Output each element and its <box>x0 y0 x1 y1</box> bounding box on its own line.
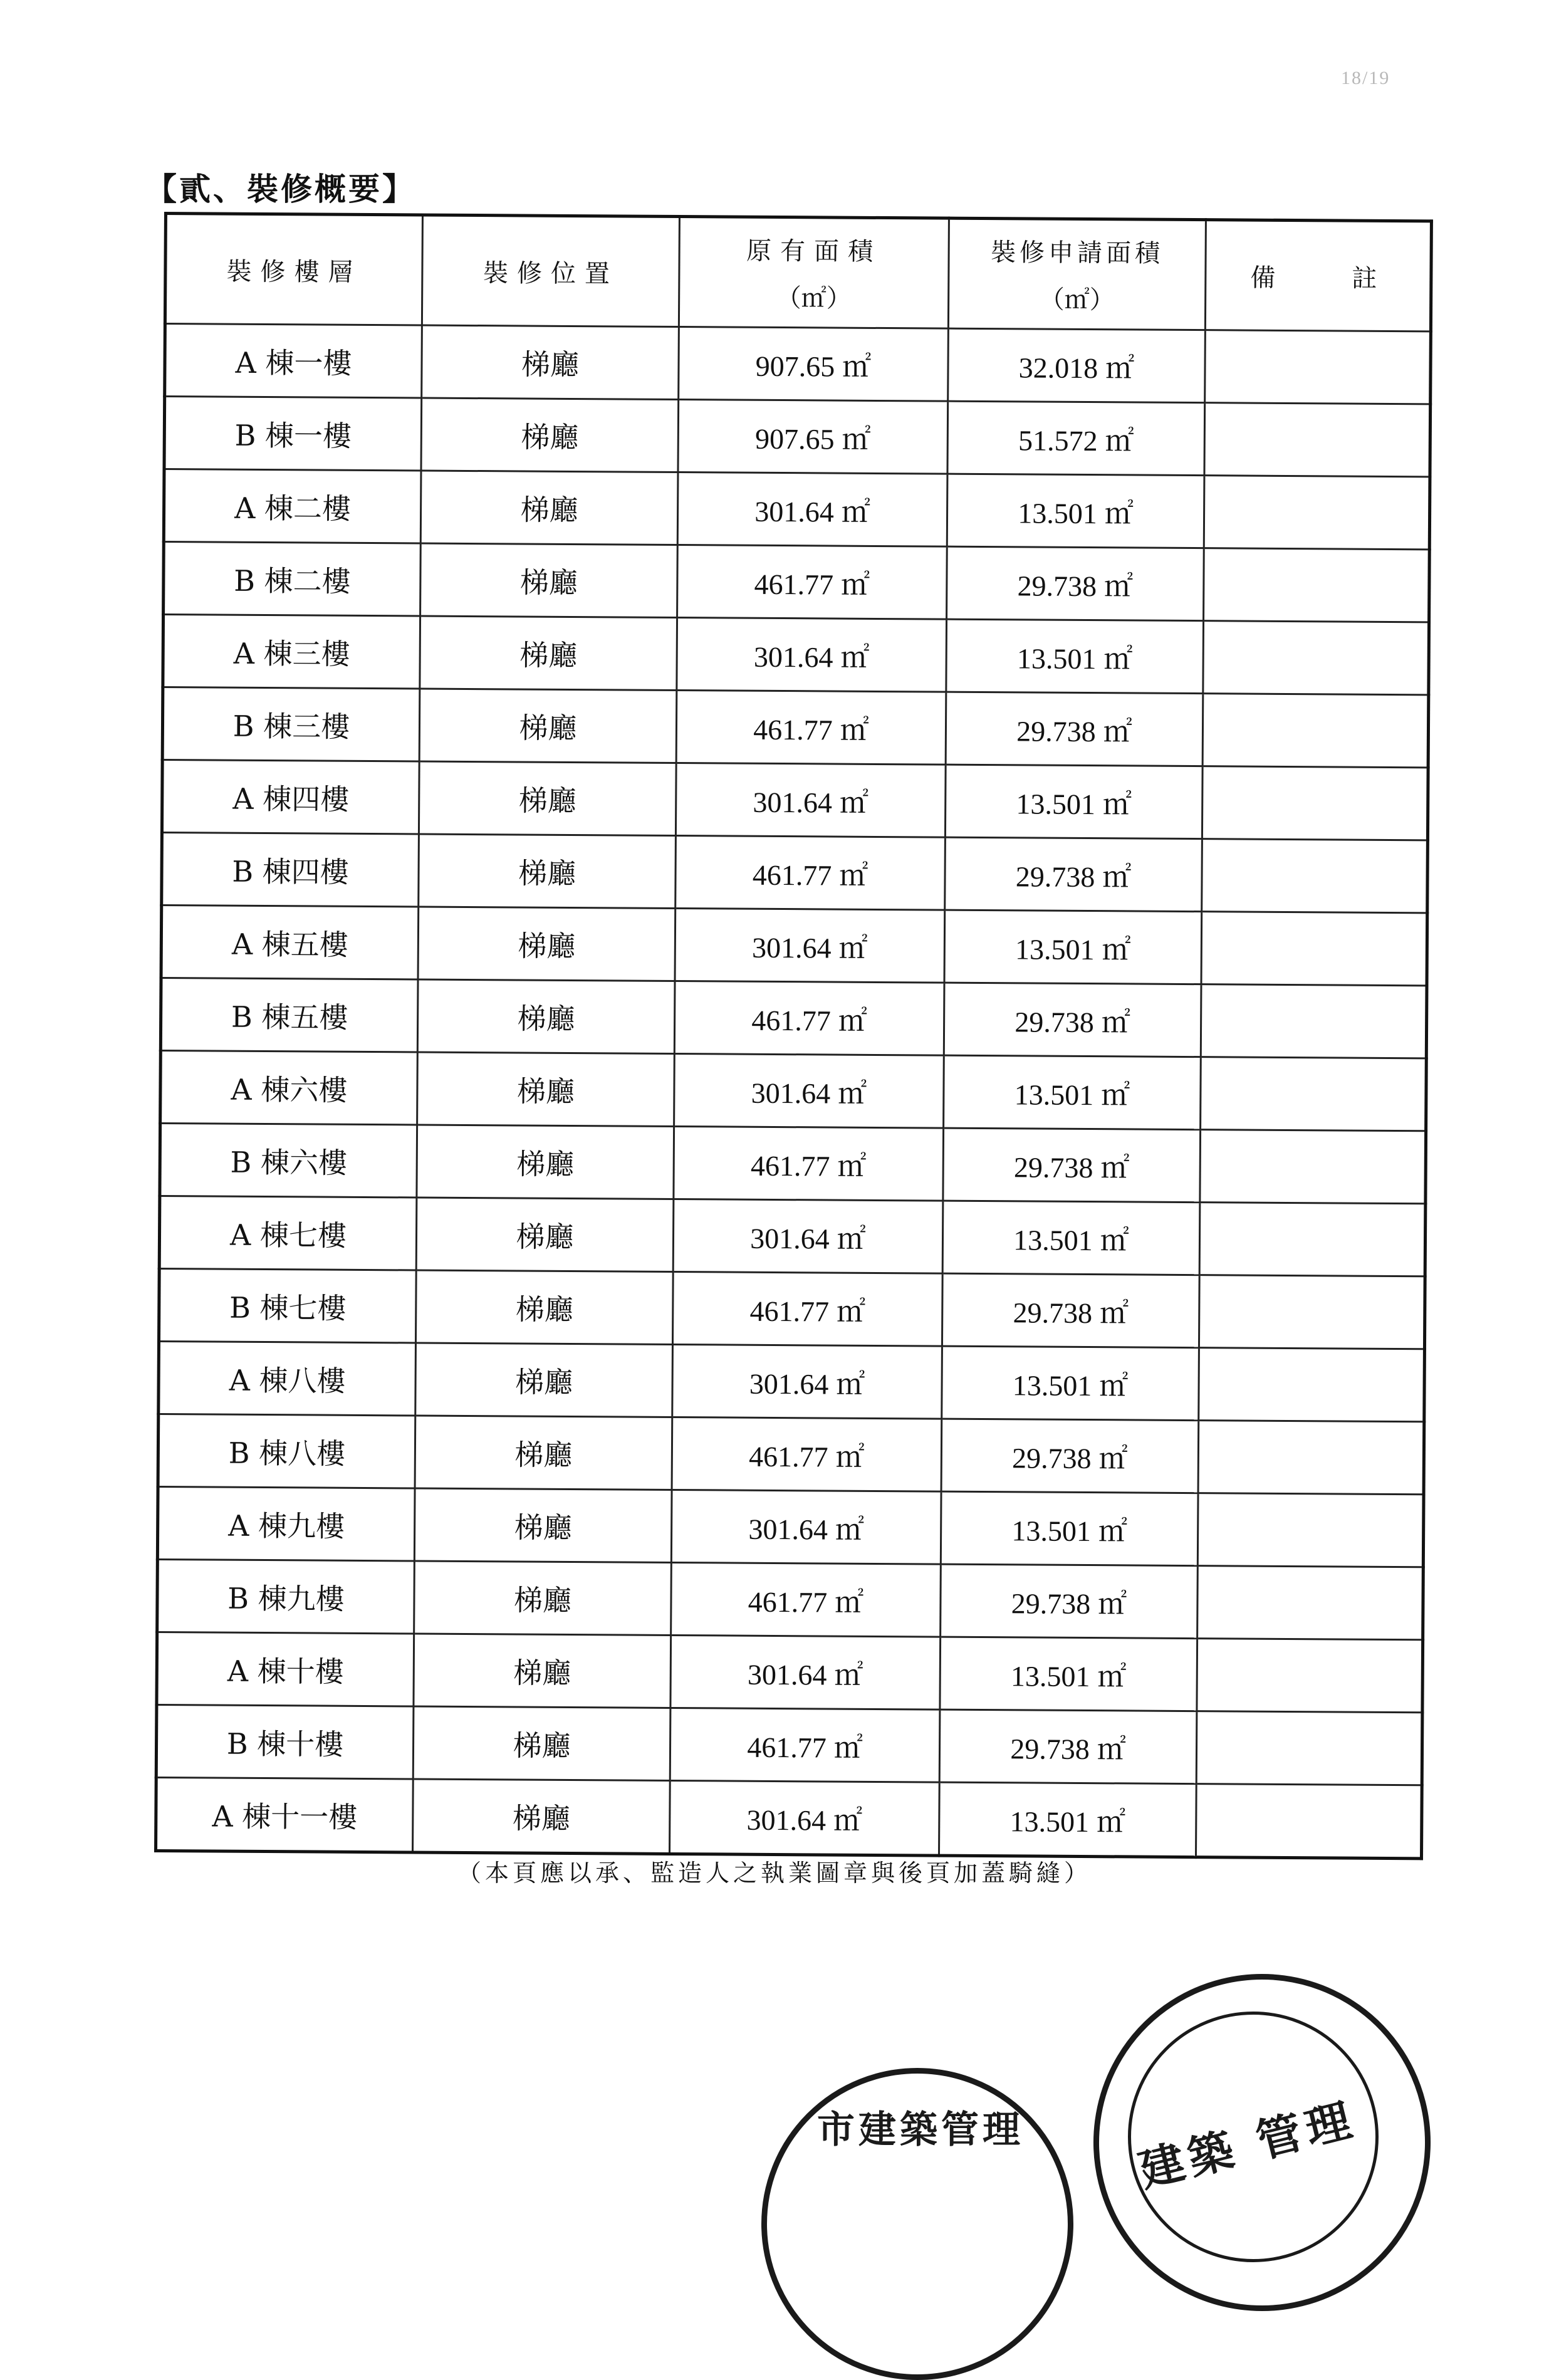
table-row <box>159 1268 1425 1349</box>
cell-remarks <box>1197 1639 1423 1713</box>
table-row <box>158 1414 1424 1494</box>
cell-floor: A 棟八樓 <box>159 1341 416 1416</box>
cell-requested-area: 29.738 ㎡ <box>947 546 1204 621</box>
cell-location: 梯廳 <box>414 1561 672 1636</box>
cell-location: 梯廳 <box>414 1488 672 1563</box>
cell-requested-area: 13.501 ㎡ <box>939 1782 1196 1857</box>
cell-original-area: 461.77 ㎡ <box>671 1562 941 1637</box>
cell-requested-area: 51.572 ㎡ <box>947 401 1205 476</box>
cell-remarks <box>1202 839 1428 913</box>
renovation-summary-table <box>154 212 1433 1860</box>
cell-requested-area: 29.738 ㎡ <box>941 1564 1198 1639</box>
cell-requested-area: 13.501 ㎡ <box>947 474 1204 548</box>
cell-floor: B 棟三樓 <box>162 687 420 762</box>
cell-remarks <box>1204 476 1430 550</box>
cell-remarks <box>1204 403 1431 477</box>
cell-remarks <box>1198 1421 1424 1495</box>
cell-requested-area: 13.501 ㎡ <box>945 765 1202 839</box>
cell-location: 梯廳 <box>417 979 675 1054</box>
cell-floor: B 棟九樓 <box>157 1559 415 1634</box>
cell-original-area: 461.77 ㎡ <box>676 691 946 765</box>
header-location: 裝修位置 <box>422 215 679 327</box>
table-header-row <box>165 214 1431 331</box>
cell-requested-area: 13.501 ㎡ <box>942 1346 1199 1421</box>
cell-requested-area: 29.738 ㎡ <box>941 1419 1199 1493</box>
cell-requested-area: 13.501 ㎡ <box>944 1055 1201 1130</box>
cell-location: 梯廳 <box>416 1198 674 1272</box>
cell-original-area: 461.77 ㎡ <box>677 545 947 620</box>
cell-original-area: 301.64 ㎡ <box>677 472 947 547</box>
cell-location: 梯廳 <box>415 1416 672 1490</box>
cell-floor: B 棟四樓 <box>162 832 419 907</box>
cell-location: 梯廳 <box>413 1706 670 1781</box>
cell-requested-area: 13.501 ㎡ <box>944 910 1202 984</box>
header-original-area: 原有面積 （㎡） <box>679 217 949 329</box>
cell-location: 梯廳 <box>422 325 679 400</box>
table-row <box>160 1050 1427 1130</box>
cell-requested-area: 32.018 ㎡ <box>948 328 1206 403</box>
table-row <box>161 905 1427 985</box>
cell-original-area: 461.77 ㎡ <box>672 1271 942 1346</box>
table-row <box>160 978 1427 1058</box>
table-row <box>159 1341 1425 1421</box>
cell-original-area: 301.64 ㎡ <box>670 1780 940 1855</box>
table-row <box>159 1196 1426 1276</box>
cell-original-area: 301.64 ㎡ <box>670 1635 941 1709</box>
cell-floor: B 棟五樓 <box>160 978 418 1052</box>
table-row <box>165 324 1431 404</box>
seal-left-text: 市建築管理 <box>817 2108 1024 2152</box>
cell-floor: A 棟三樓 <box>163 615 420 689</box>
cell-location: 梯廳 <box>415 1343 673 1417</box>
cell-original-area: 461.77 ㎡ <box>675 836 946 911</box>
cell-remarks <box>1199 1203 1426 1276</box>
cell-original-area: 461.77 ㎡ <box>674 981 944 1056</box>
table-row <box>157 1559 1424 1639</box>
table-row <box>163 615 1429 695</box>
cell-remarks <box>1202 766 1428 840</box>
cell-floor: B 棟七樓 <box>159 1268 416 1343</box>
cell-requested-area: 13.501 ㎡ <box>941 1491 1198 1566</box>
table-row <box>162 687 1429 768</box>
cell-location: 梯廳 <box>417 1052 675 1127</box>
cell-floor: B 棟十樓 <box>156 1704 414 1779</box>
table-row <box>157 1486 1424 1567</box>
official-seal-left <box>761 2068 1073 2380</box>
cell-original-area: 301.64 ㎡ <box>673 1199 943 1273</box>
table-row <box>156 1777 1422 1858</box>
cell-location: 梯廳 <box>419 761 676 836</box>
cell-requested-area: 29.738 ㎡ <box>945 837 1202 912</box>
cell-floor: B 棟八樓 <box>158 1414 415 1488</box>
header-requested-area: 裝修申請面積 （㎡） <box>948 218 1206 330</box>
table-row <box>162 759 1428 840</box>
cell-requested-area: 13.501 ㎡ <box>940 1637 1197 1711</box>
seal-inner-ring <box>1128 2012 1379 2262</box>
cell-remarks <box>1204 548 1430 622</box>
cell-location: 梯廳 <box>420 616 677 691</box>
cell-floor: A 棟六樓 <box>160 1050 418 1125</box>
cell-original-area: 301.64 ㎡ <box>675 909 945 983</box>
cell-original-area: 907.65 ㎡ <box>678 400 948 474</box>
cell-remarks <box>1202 694 1429 768</box>
cell-floor: A 棟一樓 <box>165 324 422 399</box>
cell-location: 梯廳 <box>415 1270 673 1345</box>
seal-right-text: 建築 管理 <box>1134 2092 1362 2198</box>
cell-original-area: 461.77 ㎡ <box>674 1126 944 1201</box>
table-row <box>160 1123 1426 1203</box>
table-row <box>156 1704 1422 1785</box>
cell-original-area: 461.77 ㎡ <box>672 1417 942 1491</box>
table-body <box>156 324 1431 1859</box>
cell-location: 梯廳 <box>421 398 679 472</box>
cell-original-area: 301.64 ㎡ <box>674 1053 944 1128</box>
cell-original-area: 301.64 ㎡ <box>677 618 947 692</box>
table-row <box>164 397 1431 477</box>
cell-original-area: 301.64 ㎡ <box>671 1490 941 1564</box>
table-row <box>157 1632 1423 1712</box>
cell-location: 梯廳 <box>413 1779 670 1854</box>
cell-remarks <box>1205 330 1431 404</box>
cell-remarks <box>1201 1057 1427 1131</box>
cell-requested-area: 29.738 ㎡ <box>943 1128 1201 1203</box>
page-number: 18/19 <box>1341 68 1390 88</box>
cell-location: 梯廳 <box>418 907 675 981</box>
table-row <box>164 542 1430 622</box>
cell-original-area: 301.64 ㎡ <box>672 1344 942 1419</box>
footer-note: （本頁應以承、監造人之執業圖章與後頁加蓋騎縫） <box>457 1859 1092 1887</box>
cell-requested-area: 29.738 ㎡ <box>942 1273 1199 1348</box>
cell-requested-area: 13.501 ㎡ <box>946 619 1204 694</box>
cell-location: 梯廳 <box>419 689 677 763</box>
cell-floor: B 棟一樓 <box>164 397 422 471</box>
cell-original-area: 907.65 ㎡ <box>679 327 949 402</box>
cell-floor: A 棟十樓 <box>157 1632 414 1706</box>
cell-floor: B 棟六樓 <box>160 1123 417 1198</box>
summary-table-wrapper <box>154 212 1430 1838</box>
table-row <box>164 469 1430 550</box>
cell-floor: A 棟五樓 <box>161 905 419 979</box>
table-row <box>162 832 1428 912</box>
header-floor: 裝修樓層 <box>165 214 422 326</box>
section-title: 【貳、裝修概要】 <box>145 170 416 207</box>
cell-remarks <box>1199 1348 1425 1422</box>
cell-floor: A 棟九樓 <box>157 1486 415 1561</box>
cell-original-area: 461.77 ㎡ <box>670 1708 940 1782</box>
cell-location: 梯廳 <box>414 1634 671 1708</box>
cell-remarks <box>1199 1275 1425 1349</box>
cell-remarks <box>1200 1130 1426 1204</box>
cell-floor: A 棟七樓 <box>159 1196 417 1270</box>
cell-requested-area: 29.738 ㎡ <box>944 983 1201 1057</box>
cell-remarks <box>1203 621 1429 695</box>
cell-original-area: 301.64 ㎡ <box>675 763 946 838</box>
cell-location: 梯廳 <box>417 1125 674 1199</box>
cell-remarks <box>1197 1566 1424 1640</box>
cell-location: 梯廳 <box>419 834 676 909</box>
cell-location: 梯廳 <box>420 471 678 545</box>
cell-floor: A 棟十一樓 <box>156 1777 414 1852</box>
cell-remarks <box>1197 1493 1424 1567</box>
cell-remarks <box>1196 1711 1422 1785</box>
cell-floor: A 棟四樓 <box>162 759 419 834</box>
cell-floor: A 棟二樓 <box>164 469 421 544</box>
cell-remarks <box>1201 984 1427 1058</box>
cell-remarks <box>1196 1784 1422 1859</box>
cell-floor: B 棟二樓 <box>164 542 421 617</box>
cell-requested-area: 13.501 ㎡ <box>942 1201 1200 1275</box>
cell-requested-area: 29.738 ㎡ <box>946 692 1203 766</box>
header-remarks: 備 註 <box>1205 220 1431 331</box>
cell-location: 梯廳 <box>420 543 678 618</box>
cell-requested-area: 29.738 ㎡ <box>939 1709 1197 1784</box>
cell-remarks <box>1201 912 1427 986</box>
